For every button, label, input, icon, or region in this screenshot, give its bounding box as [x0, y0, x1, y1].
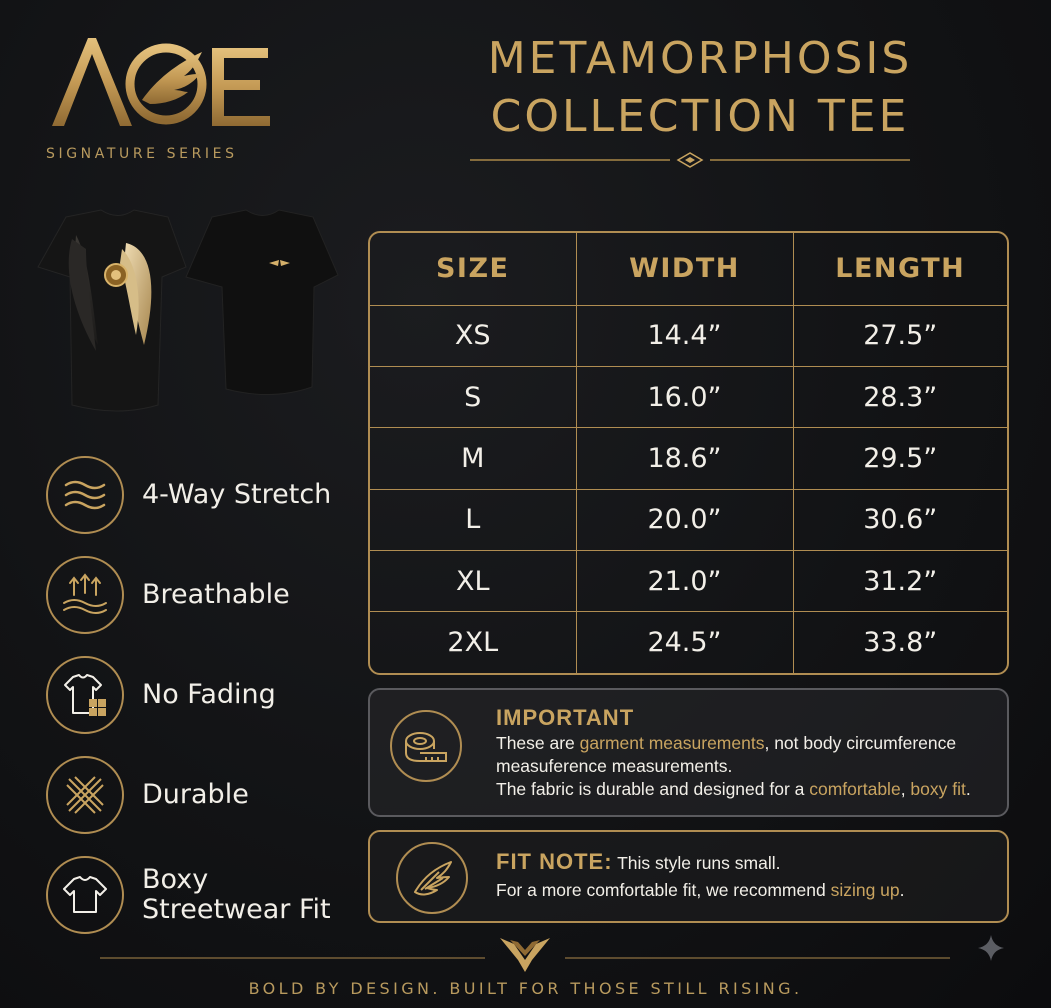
tshirt-color-icon	[46, 656, 124, 734]
width-cell: 18.6”	[576, 428, 793, 489]
table-row	[370, 612, 1007, 673]
size-cell: L	[370, 489, 576, 550]
footer-tagline: BOLD BY DESIGN. BUILT FOR THOSE STILL RISING.	[248, 979, 803, 998]
sparkle-icon	[976, 933, 1006, 963]
table-row	[370, 305, 1007, 366]
title-divider	[470, 150, 910, 170]
text-segment: This style runs small.	[617, 853, 781, 873]
logo-mark	[46, 30, 276, 130]
highlight-text: sizing up	[830, 880, 900, 900]
width-cell: 16.0”	[576, 367, 793, 428]
width-cell: 14.4”	[576, 305, 793, 366]
feature-item	[46, 545, 346, 645]
title-line2: COLLECTION TEE	[490, 91, 910, 142]
important-heading: IMPORTANT	[496, 705, 635, 730]
page-title	[440, 30, 960, 146]
important-line3	[496, 778, 1006, 801]
text-segment: The fabric is durable and designed for a	[496, 779, 810, 799]
size-cell: XL	[370, 550, 576, 611]
feature-label: Boxy Streetwear Fit	[142, 864, 331, 925]
tshirt-product-image	[26, 205, 346, 420]
length-cell: 28.3”	[793, 367, 1007, 428]
important-notice	[368, 688, 1009, 817]
feature-item	[46, 445, 346, 545]
waves-icon	[46, 456, 124, 534]
column-header: SIZE	[370, 233, 576, 305]
size-cell: M	[370, 428, 576, 489]
important-text	[496, 704, 1006, 801]
length-cell: 29.5”	[793, 428, 1007, 489]
feature-label: No Fading	[142, 679, 276, 710]
feature-label: Breathable	[142, 579, 290, 610]
fit-note	[368, 830, 1009, 923]
size-chart	[368, 231, 1009, 675]
tshirt-icon	[46, 856, 124, 934]
text-segment: These are	[496, 733, 580, 753]
fit-note-line1	[496, 850, 1001, 875]
wing-icon	[396, 842, 468, 914]
length-cell: 31.2”	[793, 550, 1007, 611]
fit-note-line2	[496, 879, 1001, 902]
table-row	[370, 428, 1007, 489]
text-segment: .	[965, 779, 971, 799]
width-cell: 21.0”	[576, 550, 793, 611]
title-line1: METAMORPHOSIS	[487, 33, 913, 84]
length-cell: 33.8”	[793, 612, 1007, 673]
width-cell: 20.0”	[576, 489, 793, 550]
feature-label: 4-Way Stretch	[142, 479, 332, 510]
text-segment: For a more comfortable fit, we recommend	[496, 880, 831, 900]
table-row	[370, 367, 1007, 428]
length-cell: 27.5”	[793, 305, 1007, 366]
feature-item	[46, 745, 346, 845]
fit-note-heading: FIT NOTE:	[496, 849, 613, 874]
airflow-icon	[46, 556, 124, 634]
brand-logo	[46, 30, 276, 162]
length-cell: 30.6”	[793, 489, 1007, 550]
footer-divider	[100, 930, 950, 980]
size-cell: S	[370, 367, 576, 428]
feature-item	[46, 645, 346, 745]
width-cell: 24.5”	[576, 612, 793, 673]
fit-note-text	[496, 850, 1001, 902]
brand-subtitle: SIGNATURE SERIES	[46, 146, 238, 162]
woven-fabric-icon	[46, 756, 124, 834]
feature-label: Durable	[142, 779, 249, 810]
column-header: WIDTH	[576, 233, 793, 305]
table-row	[370, 550, 1007, 611]
text-segment: ,	[900, 779, 911, 799]
highlight-text: garment measurements	[579, 733, 765, 753]
highlight-text: comfortable	[809, 779, 901, 799]
size-cell: XS	[370, 305, 576, 366]
size-cell: 2XL	[370, 612, 576, 673]
text-segment: .	[899, 880, 905, 900]
highlight-text: boxy fit	[910, 779, 966, 799]
important-line1	[496, 732, 1006, 755]
table-row	[370, 489, 1007, 550]
column-header: LENGTH	[793, 233, 1007, 305]
feature-list	[46, 445, 346, 945]
measuring-tape-icon	[390, 710, 462, 782]
text-segment: , not body circumference	[764, 733, 957, 753]
important-line2: measuference measurements.	[496, 756, 733, 776]
table-header-row	[370, 233, 1007, 305]
